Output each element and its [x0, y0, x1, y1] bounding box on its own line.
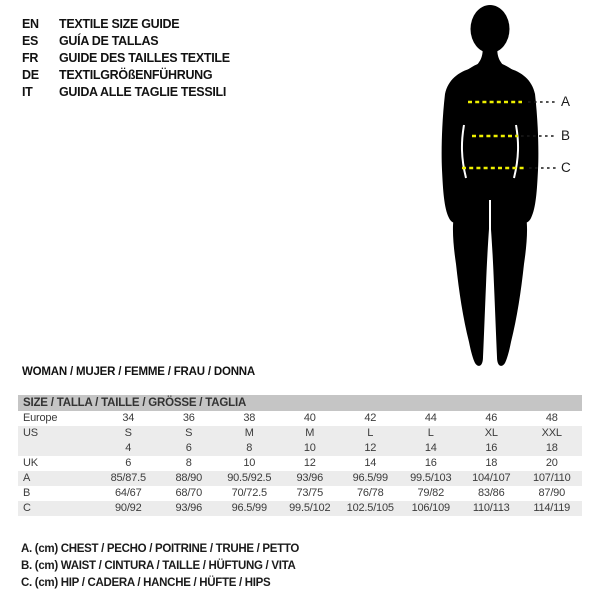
- language-code: DE: [22, 67, 39, 82]
- silhouette-left-leg: [453, 198, 491, 366]
- table-row: [18, 441, 582, 456]
- language-guide: [22, 15, 230, 100]
- woman-silhouette: [400, 0, 600, 380]
- language-row: [22, 15, 230, 32]
- size-table: [18, 395, 582, 516]
- size-cell: 16: [424, 457, 437, 469]
- size-cell: 12: [364, 442, 377, 454]
- row-label: Europe: [23, 412, 58, 424]
- table-row: [18, 426, 582, 441]
- silhouette-right-leg: [489, 198, 527, 366]
- size-cell: 40: [303, 412, 316, 424]
- woman-silhouette-figure: [400, 0, 600, 380]
- size-cell: XL: [484, 427, 498, 439]
- size-cell: 64/67: [114, 487, 142, 499]
- language-label: GUIDE DES TAILLES TEXTILE: [59, 50, 230, 65]
- size-cell: 110/113: [472, 502, 510, 514]
- measure-point-label: A: [561, 94, 571, 109]
- table-row: [18, 486, 582, 501]
- size-cell: 38: [243, 412, 256, 424]
- size-cell: 48: [545, 412, 558, 424]
- language-row: [22, 66, 230, 83]
- size-cell: 44: [424, 412, 437, 424]
- legend-line: A. (cm) CHEST / PECHO / POITRINE / TRUHE / PETTO: [21, 543, 300, 555]
- size-cell: 42: [364, 412, 377, 424]
- size-cell: 36: [182, 412, 195, 424]
- row-label: UK: [23, 457, 38, 469]
- size-cell: 114/119: [533, 502, 571, 514]
- size-cell: M: [305, 427, 315, 439]
- size-cell: 102.5/105: [346, 502, 394, 514]
- language-label: GUIDA ALLE TAGLIE TESSILI: [59, 84, 227, 99]
- size-cell: 107/110: [532, 472, 571, 484]
- size-cell: 14: [364, 457, 377, 469]
- size-cell: 96.5/99: [352, 472, 388, 484]
- size-table-header: SIZE / TALLA / TAILLE / GRÖSSE / TAGLIA: [18, 395, 582, 411]
- legend-line: B. (cm) WAIST / CINTURA / TAILLE / HÜFTUNG / VITA: [21, 560, 296, 572]
- size-cell: 99.5/103: [410, 472, 452, 484]
- measure-point-label: C: [561, 160, 571, 175]
- measurement-legend: [21, 541, 299, 592]
- size-cell: 6: [125, 457, 132, 469]
- language-code: EN: [22, 16, 39, 31]
- size-cell: 85/87.5: [110, 472, 146, 484]
- size-cell: 83/86: [477, 487, 505, 499]
- measure-point-label: B: [561, 128, 571, 143]
- size-cell: 99.5/102: [289, 502, 331, 514]
- size-cell: S: [124, 427, 132, 439]
- size-cell: 4: [125, 442, 132, 454]
- size-cell: 90/92: [114, 502, 142, 514]
- table-row: [18, 456, 582, 471]
- language-row: [22, 49, 230, 66]
- language-label: TEXTILE SIZE GUIDE: [59, 16, 180, 31]
- size-cell: 12: [303, 457, 316, 469]
- row-label: [18, 441, 98, 456]
- size-cell: 76/78: [356, 487, 384, 499]
- section-title: WOMAN / MUJER / FEMME / FRAU / DONNA: [22, 366, 256, 378]
- language-label: GUÍA DE TALLAS: [59, 33, 159, 48]
- size-cell: 68/70: [175, 487, 203, 499]
- table-row: [18, 501, 582, 516]
- size-cell: 70/72.5: [231, 487, 267, 499]
- size-cell: 90.5/92.5: [227, 472, 272, 484]
- size-cell: 106/109: [411, 502, 450, 514]
- size-cell: 79/82: [417, 487, 445, 499]
- size-cell: S: [185, 427, 193, 439]
- size-table-body: [18, 411, 582, 516]
- row-label: C: [23, 502, 31, 514]
- language-label: TEXTILGRÖßENFÜHRUNG: [59, 67, 213, 82]
- language-row: [22, 32, 230, 49]
- size-cell: 10: [243, 457, 256, 469]
- size-cell: 6: [185, 442, 192, 454]
- row-label: A: [23, 472, 31, 484]
- legend-line: C. (cm) HIP / CADERA / HANCHE / HÜFTE / HIPS: [21, 577, 271, 589]
- language-code: FR: [22, 50, 39, 65]
- row-label: US: [23, 427, 38, 439]
- size-cell: 14: [424, 442, 437, 454]
- size-cell: 20: [545, 457, 558, 469]
- language-code: IT: [22, 84, 33, 99]
- size-cell: XXL: [541, 427, 562, 439]
- size-cell: 8: [185, 457, 192, 469]
- language-code: ES: [22, 33, 39, 48]
- size-cell: L: [427, 427, 434, 439]
- size-cell: 73/75: [296, 487, 324, 499]
- size-cell: 104/107: [472, 472, 511, 484]
- size-cell: 18: [485, 457, 498, 469]
- size-cell: 88/90: [175, 472, 203, 484]
- size-cell: 93/96: [296, 472, 324, 484]
- size-cell: 93/96: [175, 502, 203, 514]
- size-cell: 8: [246, 442, 253, 454]
- size-cell: 34: [122, 412, 135, 424]
- size-cell: 87/90: [538, 487, 566, 499]
- size-cell: 96.5/99: [231, 502, 267, 514]
- size-cell: 46: [485, 412, 498, 424]
- size-cell: 18: [545, 442, 558, 454]
- table-row: [18, 411, 582, 426]
- size-cell: M: [244, 427, 254, 439]
- table-row: [18, 471, 582, 486]
- size-cell: 10: [303, 442, 316, 454]
- language-row: [22, 83, 230, 100]
- size-cell: L: [367, 427, 374, 439]
- row-label: B: [23, 487, 31, 499]
- size-cell: 16: [485, 442, 498, 454]
